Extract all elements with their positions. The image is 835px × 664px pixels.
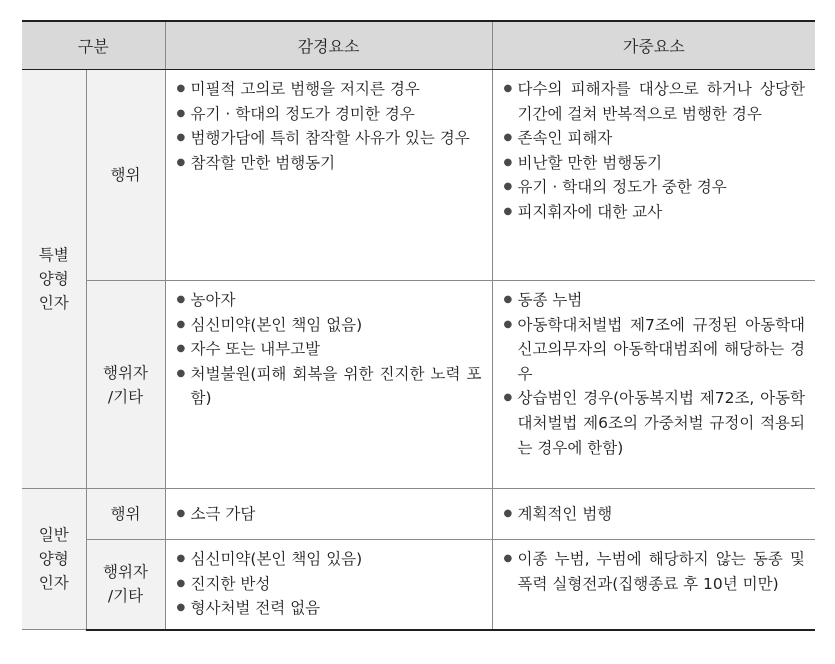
special-act-row: [22, 70, 815, 281]
list-item: ● 미필적 고의로 범행을 저지른 경우: [177, 77, 482, 102]
general-actor-label: 행위자 /기타: [86, 540, 165, 630]
general-actor-row: [22, 540, 815, 630]
special-actor-mitigating: [165, 281, 492, 489]
header-category: 구분: [22, 21, 165, 70]
list-item: ● 자수 또는 내부고발: [177, 337, 482, 362]
special-act-aggravating: [492, 70, 815, 281]
general-actor-mitigating: [165, 540, 492, 630]
header-mitigating: 감경요소: [165, 21, 492, 70]
special-factor-label: 특별 양형 인자: [22, 70, 86, 489]
general-actor-aggravating: [492, 540, 815, 630]
list-item: ● 비난할 만한 범행동기: [504, 151, 806, 176]
special-actor-label: 행위자 /기타: [86, 281, 165, 489]
list-item: ● 아동학대처벌법 제7조에 규정된 아동학대 신고의무자의 아동학대범죄에 해당하는 경우: [504, 313, 806, 387]
general-act-mitigating: [165, 489, 492, 540]
list-item: ● 상습범인 경우(아동복지법 제72조, 아동학대처벌법 제6조의 가중처벌 규정이 적용되는 경우에 한함): [504, 386, 806, 460]
list-item: ● 유기 · 학대의 정도가 중한 경우: [504, 175, 806, 200]
special-actor-aggravating: [492, 281, 815, 489]
list-item: ● 범행가담에 특히 참작할 사유가 있는 경우: [177, 126, 482, 151]
header-aggravating: 가중요소: [492, 21, 815, 70]
list-item: ● 피지휘자에 대한 교사: [504, 200, 806, 225]
general-act-aggravating: [492, 489, 815, 540]
special-actor-row: [22, 281, 815, 489]
list-item: ● 형사처벌 전력 없음: [177, 596, 482, 621]
list-item: ● 진지한 반성: [177, 572, 482, 597]
special-act-label: 행위: [86, 70, 165, 281]
list-item: ● 농아자: [177, 288, 482, 313]
list-item: ● 계획적인 범행: [504, 502, 806, 527]
list-item: ● 다수의 피해자를 대상으로 하거나 상당한 기간에 걸쳐 반복적으로 범행한 경우: [504, 77, 806, 126]
list-item: ● 심신미약(본인 책임 없음): [177, 313, 482, 338]
list-item: ● 참작할 만한 범행동기: [177, 151, 482, 176]
special-act-mitigating: [165, 70, 492, 281]
list-item: ● 동종 누범: [504, 288, 806, 313]
sentencing-factors-table: [22, 20, 815, 631]
list-item: ● 유기 · 학대의 정도가 경미한 경우: [177, 102, 482, 127]
general-factor-label: 일반 양형 인자: [22, 489, 86, 630]
general-act-row: [22, 489, 815, 540]
list-item: ● 이종 누범, 누범에 해당하지 않는 동종 및 폭력 실형전과(집행종료 후 10년 미만): [504, 547, 806, 596]
general-act-label: 행위: [86, 489, 165, 540]
list-item: ● 심신미약(본인 책임 있음): [177, 547, 482, 572]
list-item: ● 존속인 피해자: [504, 126, 806, 151]
list-item: ● 소극 가담: [177, 502, 482, 527]
list-item: ● 처벌불원(피해 회복을 위한 진지한 노력 포함): [177, 362, 482, 411]
header-row: [22, 21, 815, 70]
